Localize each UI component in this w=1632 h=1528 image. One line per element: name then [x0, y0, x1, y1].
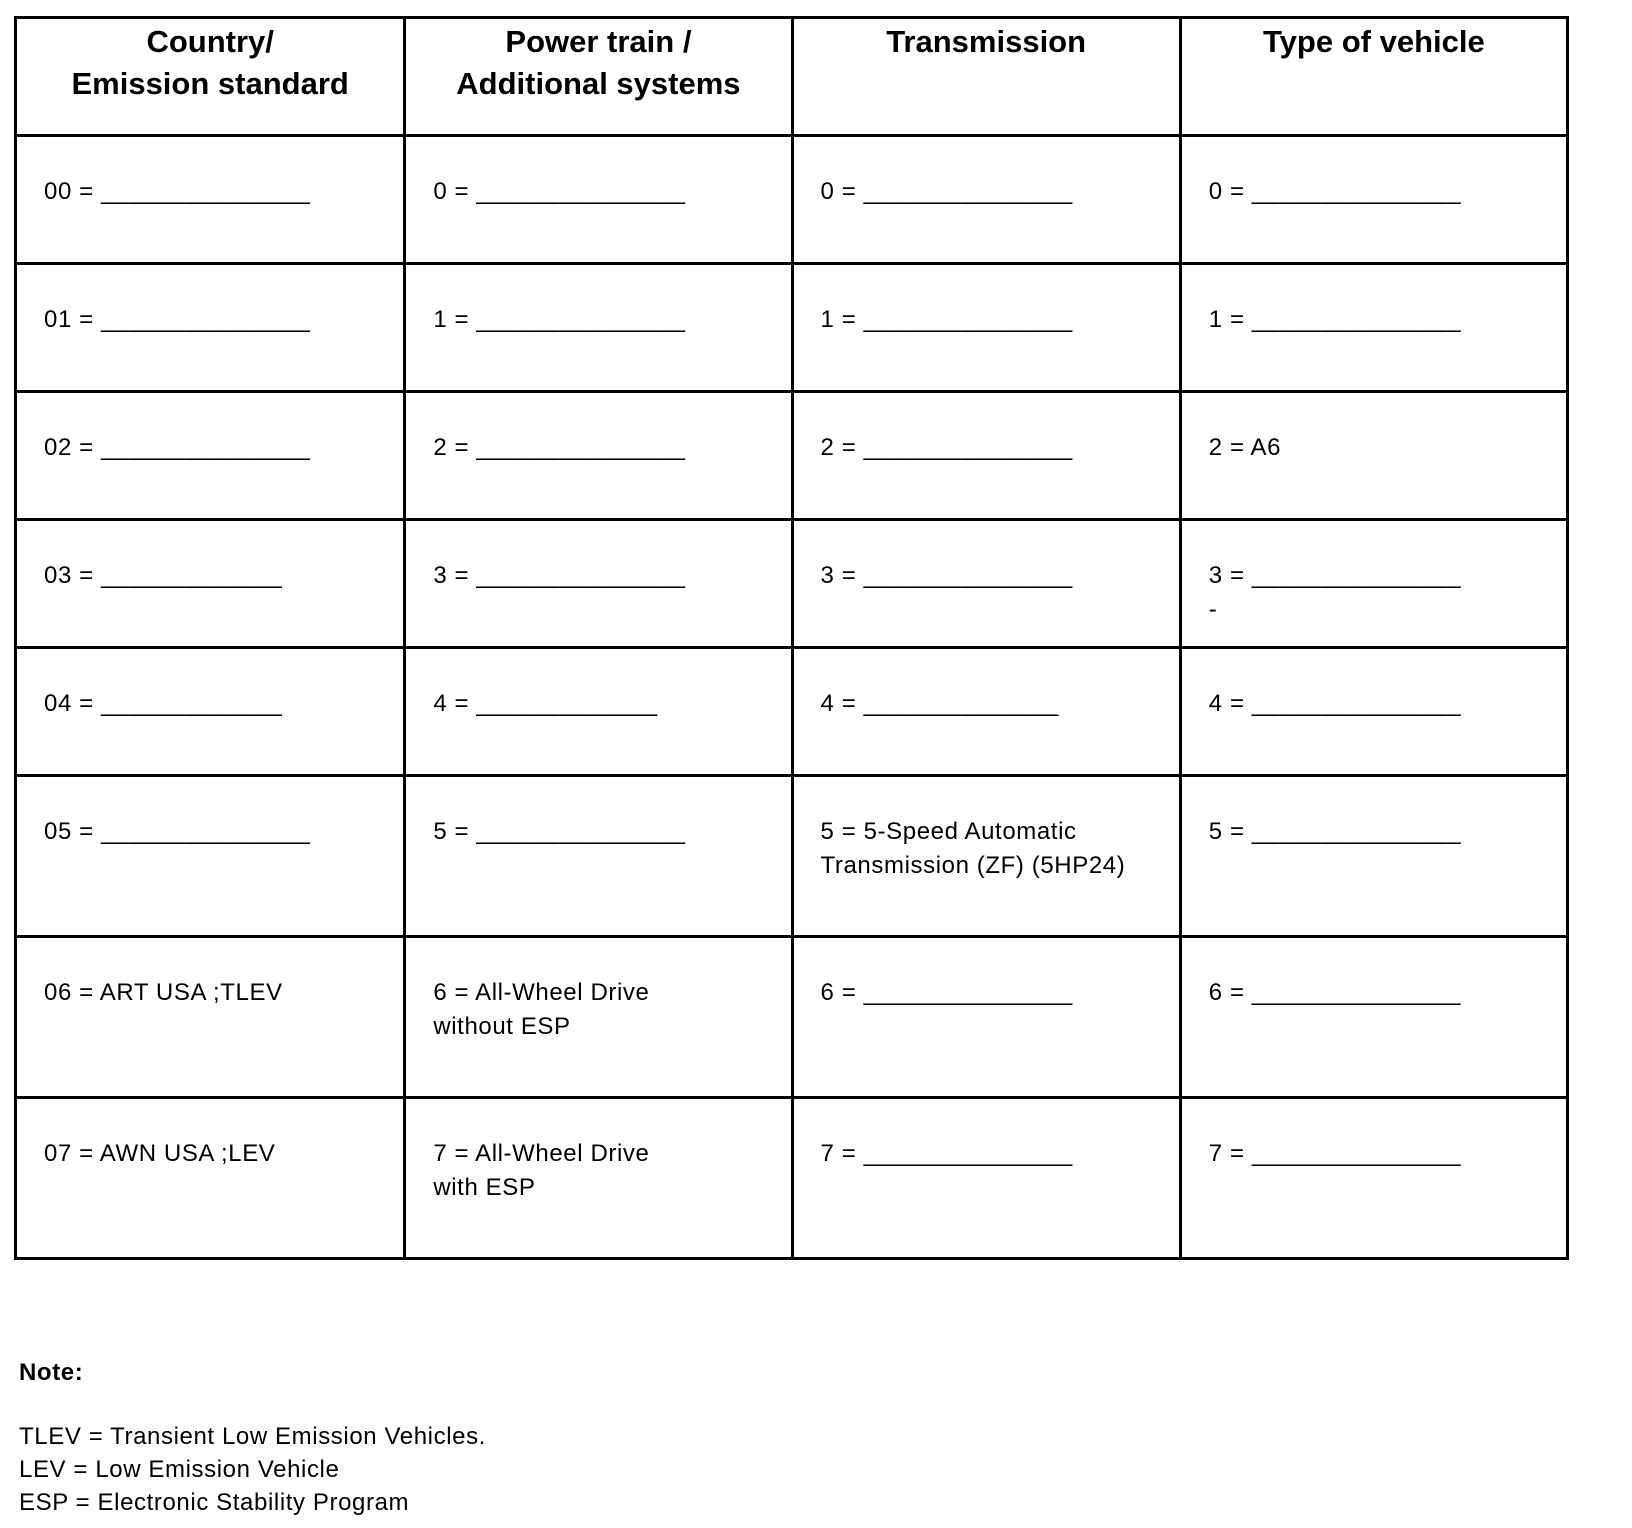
table-row: [16, 776, 1568, 937]
note-line: TLEV = Transient Low Emission Vehicles.: [19, 1423, 486, 1450]
table-cell: 05 = _______________: [16, 776, 405, 937]
table-cell: 0 = _______________: [405, 136, 792, 264]
table-cell: 3 = _______________: [405, 520, 792, 648]
table-cell: 6 = All-Wheel Drive without ESP: [405, 937, 792, 1098]
table-cell: 03 = _____________: [16, 520, 405, 648]
table-row: [16, 1098, 1568, 1259]
table-cell: 3 = _______________: [792, 520, 1180, 648]
table-cell: 1 = _______________: [405, 264, 792, 392]
table-cell: 7 = All-Wheel Drive with ESP: [405, 1098, 792, 1259]
table-cell: 0 = _______________: [792, 136, 1180, 264]
table-cell: 4 = ______________: [792, 648, 1180, 776]
table-cell: 5 = _______________: [405, 776, 792, 937]
table-row: [16, 520, 1568, 648]
table-cell: 04 = _____________: [16, 648, 405, 776]
table-cell: 5 = 5-Speed Automatic Transmission (ZF) (5HP24): [792, 776, 1180, 937]
header-power-train: Power train / Additional systems: [405, 18, 792, 136]
table-cell: 6 = _______________: [792, 937, 1180, 1098]
table-row: [16, 392, 1568, 520]
table-cell: 7 = _______________: [1180, 1098, 1567, 1259]
coding-table: [14, 16, 1569, 1260]
table-cell: 00 = _______________: [16, 136, 405, 264]
table-cell: 06 = ART USA ;TLEV: [16, 937, 405, 1098]
table-cell: 0 = _______________: [1180, 136, 1567, 264]
table-cell: 5 = _______________: [1180, 776, 1567, 937]
header-country-emission: Country/ Emission standard: [16, 18, 405, 136]
notes-section: [19, 1356, 486, 1519]
table-cell: 6 = _______________: [1180, 937, 1567, 1098]
table-cell: 07 = AWN USA ;LEV: [16, 1098, 405, 1259]
note-line: ESP = Electronic Stability Program: [19, 1489, 410, 1516]
header-type-of-vehicle: Type of vehicle: [1180, 18, 1567, 136]
header-row: [16, 18, 1568, 136]
table-cell: 02 = _______________: [16, 392, 405, 520]
table-cell: 01 = _______________: [16, 264, 405, 392]
note-line: LEV = Low Emission Vehicle: [19, 1456, 340, 1483]
table-row: [16, 937, 1568, 1098]
table-row: [16, 136, 1568, 264]
table-cell: 2 = _______________: [792, 392, 1180, 520]
table-cell: 1 = _______________: [792, 264, 1180, 392]
table-cell: 2 = A6: [1180, 392, 1567, 520]
table-cell: 1 = _______________: [1180, 264, 1567, 392]
table-row: [16, 264, 1568, 392]
table-cell: 4 = _______________: [1180, 648, 1567, 776]
table-cell: 7 = _______________: [792, 1098, 1180, 1259]
header-transmission: Transmission: [792, 18, 1180, 136]
note-title: Note:: [19, 1359, 84, 1386]
table-cell: 3 = _______________ -: [1180, 520, 1567, 648]
table-cell: 2 = _______________: [405, 392, 792, 520]
table-cell: 4 = _____________: [405, 648, 792, 776]
table-row: [16, 648, 1568, 776]
